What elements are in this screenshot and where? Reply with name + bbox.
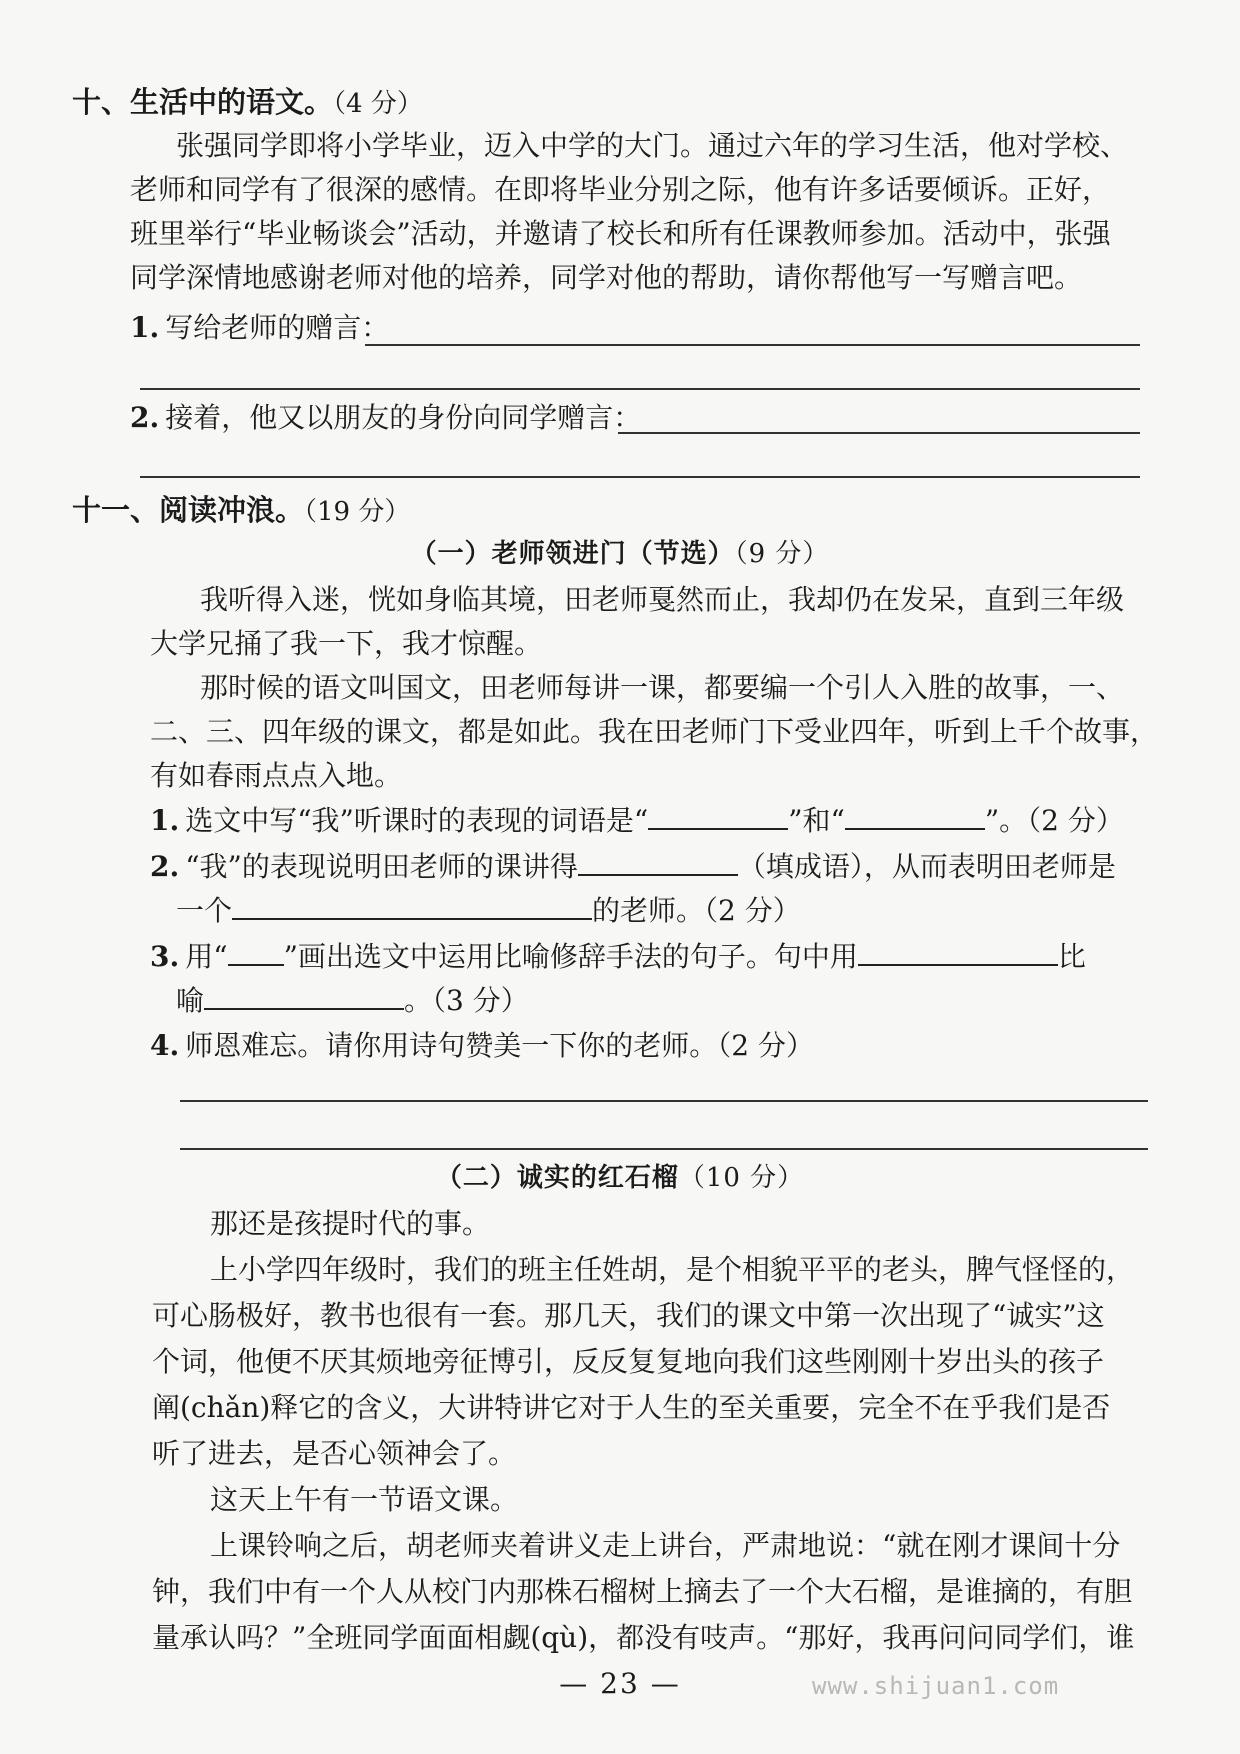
question-text: “我”的表现说明田老师的课讲得 — [185, 850, 578, 883]
question-text: 一个 — [176, 894, 233, 927]
part-2-line: 那还是孩提时代的事。 — [210, 1207, 491, 1240]
question-text: 师恩难忘。请你用诗句赞美一下你的老师。（2 分） — [185, 1029, 814, 1062]
part-1-question-4 — [150, 1026, 814, 1066]
part-1-question-1 — [150, 800, 1124, 841]
question-text: （填成语），从而表明田老师是 — [737, 850, 1116, 883]
section-10-para-line: 张强同学即将小学毕业，迈入中学的大门。通过六年的学习生活，他对学校、 — [176, 129, 1129, 162]
section-10-title: 十、生活中的语文。 — [72, 85, 334, 119]
part-1-question-3 — [150, 936, 1086, 977]
section-10-points: （4 分） — [333, 89, 423, 119]
part-2-line: 上课铃响之后，胡老师夹着讲义走上讲台，严肃地说：“就在刚才课间十分 — [210, 1529, 1121, 1562]
question-text: 的老师。（2 分） — [592, 894, 801, 927]
question-text: 写给老师的赠言： — [165, 311, 390, 344]
watermark: www.shijuan1.com — [812, 1672, 1060, 1700]
part-1-title-text: （一）老师领进门（节选） — [410, 539, 735, 569]
section-10-para-line: 班里举行“毕业畅谈会”活动，并邀请了校长和所有任课教师参加。活动中，张强 — [130, 217, 1111, 250]
underline-sample — [228, 936, 284, 966]
question-text: 喻 — [176, 984, 205, 1017]
answer-line[interactable] — [180, 1148, 1148, 1150]
question-number: 2. — [150, 850, 180, 883]
answer-line[interactable] — [365, 344, 1140, 346]
part-1-question-2 — [150, 846, 1116, 887]
question-text: 。（3 分） — [404, 984, 529, 1017]
part-1-para-line: 二、三、四年级的课文，都是如此。我在田老师门下受业四年，听到上千个故事， — [150, 715, 1159, 748]
answer-blank[interactable] — [232, 890, 592, 920]
part-2-line: 阐(chǎn)释它的含义，大讲特讲它对于人生的至关重要，完全不在乎我们是否 — [152, 1391, 1111, 1424]
part-2-line: 量承认吗？”全班同学面面相觑(qù)，都没有吱声。“那好，我再问问同学们，谁 — [152, 1621, 1135, 1654]
section-10-question-2 — [130, 398, 641, 438]
question-number: 3. — [150, 940, 180, 973]
part-2-line: 听了进去，是否心领神会了。 — [152, 1437, 517, 1470]
question-text: ”和“ — [788, 804, 845, 837]
section-10-para-line: 老师和同学有了很深的感情。在即将毕业分别之际，他有许多话要倾诉。正好， — [130, 173, 1111, 206]
answer-line[interactable] — [140, 388, 1140, 390]
part-1-para-line: 那时候的语文叫国文，田老师每讲一课，都要编一个引人入胜的故事，一、 — [200, 671, 1125, 704]
part-1-para-line: 大学兄捅了我一下，我才惊醒。 — [150, 627, 543, 660]
section-11-heading — [72, 490, 410, 532]
question-text: 用“ — [185, 940, 228, 973]
answer-line[interactable] — [180, 1100, 1148, 1102]
question-number: 2. — [130, 401, 160, 434]
section-11-title: 十一、阅读冲浪。 — [72, 493, 305, 527]
part-1-para-line: 有如春雨点点入地。 — [150, 759, 403, 792]
part-2-line: 钟，我们中有一个人从校门内那株石榴树上摘去了一个大石榴，是谁摘的，有胆 — [152, 1575, 1133, 1608]
part-2-title-text: （二）诚实的红石榴 — [435, 1163, 679, 1193]
section-10-question-1 — [130, 308, 389, 348]
part-1-points: （9 分） — [734, 539, 830, 569]
answer-blank[interactable] — [578, 846, 738, 876]
part-2-line: 上小学四年级时，我们的班主任姓胡，是个相貌平平的老头，脾气怪怪的， — [210, 1253, 1135, 1286]
section-10-heading — [72, 82, 423, 124]
answer-blank[interactable] — [204, 980, 404, 1010]
question-number: 1. — [150, 804, 180, 837]
section-11-points: （19 分） — [304, 497, 411, 527]
question-text: 接着，他又以朋友的身份向同学赠言： — [165, 401, 642, 434]
part-1-question-3-cont — [176, 980, 529, 1021]
question-text: 比 — [1057, 940, 1086, 973]
answer-line[interactable] — [140, 476, 1140, 478]
part-2-line: 可心肠极好，教书也很有一套。那几天，我们的课文中第一次出现了“诚实”这 — [152, 1299, 1105, 1332]
part-2-line: 这天上午有一节语文课。 — [210, 1483, 519, 1516]
part-1-question-2-cont — [176, 890, 801, 931]
answer-blank[interactable] — [858, 936, 1058, 966]
section-10-para-line: 同学深情地感谢老师对他的培养，同学对他的帮助，请你帮他写一写赠言吧。 — [130, 261, 1083, 294]
question-text: ”。（2 分） — [984, 804, 1124, 837]
question-text: ”画出选文中运用比喻修辞手法的句子。句中用 — [283, 940, 858, 973]
answer-blank[interactable] — [845, 800, 985, 830]
question-number: 4. — [150, 1029, 180, 1062]
part-2-points: （10 分） — [678, 1163, 805, 1193]
part-2-title — [0, 1158, 1240, 1198]
answer-line[interactable] — [618, 432, 1140, 434]
part-1-para-line: 我听得入迷，恍如身临其境，田老师戛然而止，我却仍在发呆，直到三年级 — [200, 583, 1125, 616]
part-1-title — [0, 534, 1240, 574]
answer-blank[interactable] — [648, 800, 788, 830]
question-text: 选文中写“我”听课时的表现的词语是“ — [185, 804, 649, 837]
question-number: 1. — [130, 311, 160, 344]
part-2-line: 个词，他便不厌其烦地旁征博引，反反复复地向我们这些刚刚十岁出头的孩子 — [152, 1345, 1105, 1378]
page-number: — 23 — — [559, 1667, 681, 1700]
